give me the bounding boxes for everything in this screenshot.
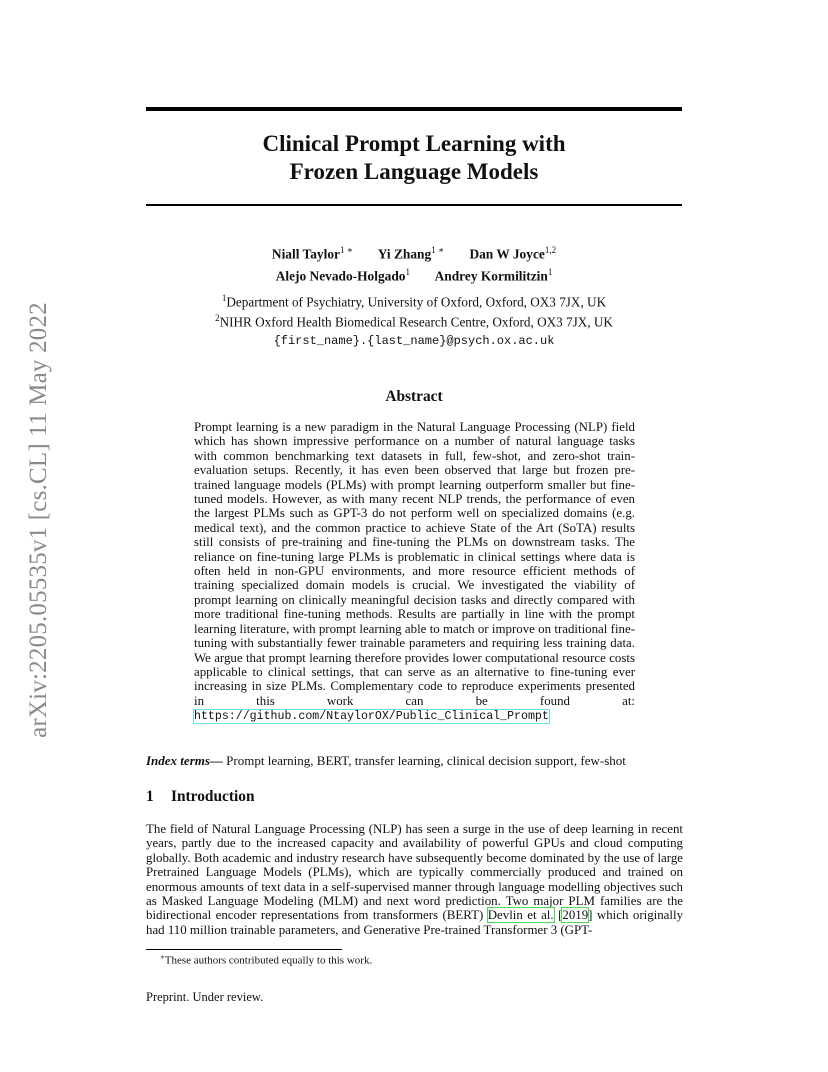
author-name: Dan W Joyce: [469, 246, 545, 262]
affiliation-marker: 2: [215, 313, 220, 324]
title-bottom-rule: [146, 204, 682, 206]
abstract-text: Prompt learning is a new paradigm in the Natural Language Processing (NLP) field which has shown impressive performance on a number of natural language tasks with common benchmarking text datasets in full, few-shot, and zero-shot train-evaluation setups. Recently, it has even been observed that large but frozen pre-trained language models (PLMs) with prompt learning outperform smaller but fine-tuned models. However, as with many recent NLP trends, the performance of even the largest PLMs such as GPT-3 do not perform well on specialized domains (e.g. medical text), and the common practice to achieve State of the Art (SoTA) results still consists of pre-training and fine-tuning the PLMs on downstream tasks. The reliance on fine-tuning large PLMs is problematic in clinical settings where data is often held in non-GPU environments, and more resource efficient methods of training specialized domain models is crucial. We investigated the viability of prompt learning on clinically meaningful decision tasks and directly compared with more traditional fine-tuning methods. Results are partially in line with the prompt learning literature, with prompt learning able to match or improve on traditional fine-tuning with substantially fewer trainable parameters and requiring less training data. We argue that prompt learning therefore provides lower computational resource costs applicable to clinical settings, that can serve as an alternative to fine-tuning ever increasing in size PLMs. Complementary code to reproduce experiments presented in this work can be found at:: [194, 420, 635, 708]
author-name: Andrey Kormilitzin: [434, 268, 548, 284]
affiliation-marker: 1: [221, 293, 227, 303]
arxiv-stamp-text: arXiv:2205.05535v1 [cs.CL] 11 May 2022: [25, 302, 53, 738]
title-top-rule: [146, 107, 682, 111]
affiliation-text: NIHR Oxford Health Biomedical Research Centre, Oxford, OX3 7JX, UK: [219, 314, 613, 330]
author-list: [146, 241, 682, 286]
page-footer: Preprint. Under review.: [146, 990, 264, 1004]
index-terms-label: Index terms—: [146, 753, 223, 768]
author-affil: 1,2: [544, 245, 557, 255]
affiliation-text: Department of Psychiatry, University of Oxford, Oxford, OX3 7JX, UK: [226, 294, 607, 310]
author-row-1: [146, 241, 682, 263]
author-name: Niall Taylor: [271, 246, 340, 262]
footnote-text: These authors contributed equally to this work.: [164, 954, 373, 967]
section-title: Introduction: [171, 788, 255, 805]
affiliation-line: [146, 310, 682, 330]
abstract-body: [194, 420, 635, 725]
author-affil: 1: [405, 267, 410, 278]
index-terms: [146, 753, 686, 769]
author-affil: 1: [547, 267, 553, 278]
abstract-heading: Abstract: [385, 388, 443, 405]
affiliations: [146, 290, 682, 331]
paper-title: [146, 130, 682, 186]
code-repo-link[interactable]: https://github.com/NtaylorOX/Public_Clinical_Prompt: [194, 710, 549, 724]
author-name: Yi Zhang: [377, 246, 432, 262]
title-line-2: Frozen Language Models: [289, 159, 539, 184]
intro-text: The field of Natural Language Processing (NLP) has seen a surge in the use of deep learning in recent years, partly due to the increased capacity and availability of powerful GPUs and cloud computing globally. Both academic and industry research have subsequently become dominated by the use of large Pretrained Language Models (PLMs), which are typically commercially produced and trained on enormous amounts of text data in a self-supervised manner through language modelling objectives such as Masked Language Modeling (MLM) and next word prediction. Two major PLM families are the bidirectional encoder representations from transformers (BERT): [146, 822, 683, 923]
author-email: {first_name}.{last_name}@psych.ox.ac.uk: [273, 334, 555, 348]
footnote-marker: ∗: [160, 953, 165, 961]
section-heading-introduction: [146, 788, 255, 806]
index-terms-text: Prompt learning, BERT, transfer learning, clinical decision support, few-shot: [222, 753, 626, 768]
intro-text-continued: which originally had 110 million trainable parameters, and Generative Pre-trained Transformer 3 (GPT-: [146, 908, 684, 937]
footnote-rule: [146, 949, 342, 950]
author-affil: 1 ∗: [340, 245, 353, 255]
citation-year-link[interactable]: 2019: [562, 908, 589, 923]
citation-link[interactable]: Devlin et al.: [487, 908, 554, 923]
arxiv-stamp: [20, 280, 58, 760]
introduction-paragraph: The field of Natural Language Processing (NLP) has seen a surge in the use of deep learning in recent years, partly due to the increased capacity and availability of powerful GPUs and cloud computing globally. Both academic and industry research have subsequently become dominated by the use of large Pretrained Language Models (PLMs), which are typically commercially produced and trained on enormous amounts of text data in a self-supervised manner through language modelling objectives such as Masked Language Modeling (MLM) and next word prediction. Two major PLM families are the bidirectional encoder representations from transformers (BERT) Devlin et al. [2019] which originally had 110 million trainable parameters, and Generative Pre-trained Transformer 3 (GPT-: [146, 822, 684, 937]
author-row-2: [146, 263, 682, 285]
section-number: 1: [146, 788, 154, 805]
footnote: [160, 951, 372, 968]
author-name: Alejo Nevado-Holgado: [275, 268, 406, 284]
affiliation-line: [146, 290, 682, 310]
author-affil: 1 ∗: [431, 245, 445, 255]
title-line-1: Clinical Prompt Learning with: [262, 131, 566, 156]
